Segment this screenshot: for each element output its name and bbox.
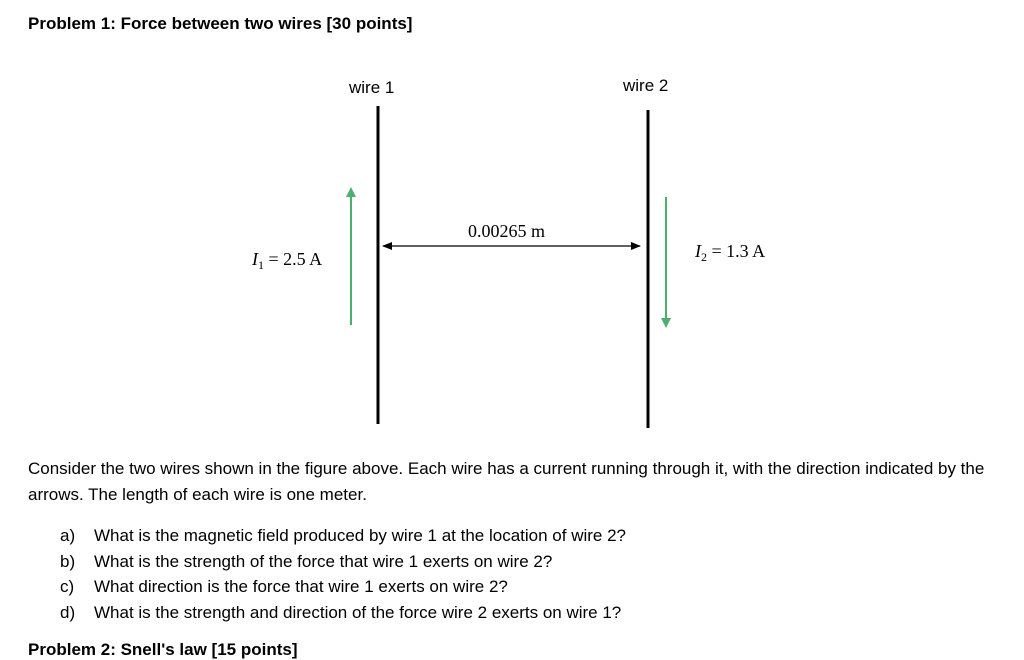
wire-2-label: wire 2 bbox=[623, 76, 669, 95]
question-text: What is the strength and direction of the force wire 2 exerts on wire 1? bbox=[94, 602, 622, 622]
question-text: What is the strength of the force that wire 1 exerts on wire 2? bbox=[94, 551, 553, 571]
question-label: a) bbox=[60, 526, 76, 545]
current-2-symbol: I bbox=[695, 241, 701, 261]
problem-1-description: Consider the two wires shown in the figure above. Each wire has a current running through it, with the direction indicated by the arrows. The length of each wire is one meter. bbox=[28, 459, 985, 504]
current-2-label bbox=[694, 241, 765, 264]
question-d bbox=[60, 600, 626, 626]
question-a bbox=[60, 523, 626, 549]
question-text: What is the magnetic field produced by wire 1 at the location of wire 2? bbox=[94, 526, 627, 545]
current-1-value: = 2.5 A bbox=[264, 249, 323, 269]
current-2-subscript: 2 bbox=[701, 250, 707, 264]
wire-1-label: wire 1 bbox=[349, 78, 395, 97]
question-label: b) bbox=[60, 551, 76, 571]
current-1-symbol: I bbox=[252, 249, 258, 269]
current-1-subscript: 1 bbox=[258, 258, 264, 272]
question-label: d) bbox=[60, 602, 76, 622]
problem-2-heading: Problem 2: Snell's law [15 points] bbox=[28, 640, 298, 659]
problem-1-heading: Problem 1: Force between two wires [30 points] bbox=[28, 14, 413, 33]
question-label: c) bbox=[60, 577, 75, 596]
question-list bbox=[60, 523, 626, 625]
question-text: What direction is the force that wire 1 exerts on wire 2? bbox=[94, 577, 508, 596]
current-1-arrow-up bbox=[346, 187, 356, 325]
current-2-value: = 1.3 A bbox=[707, 241, 766, 261]
question-b bbox=[60, 549, 626, 575]
current-1-label bbox=[251, 249, 322, 272]
separation-label: 0.00265 m bbox=[468, 221, 546, 241]
question-c bbox=[60, 574, 626, 600]
current-2-arrow-down bbox=[661, 197, 671, 328]
